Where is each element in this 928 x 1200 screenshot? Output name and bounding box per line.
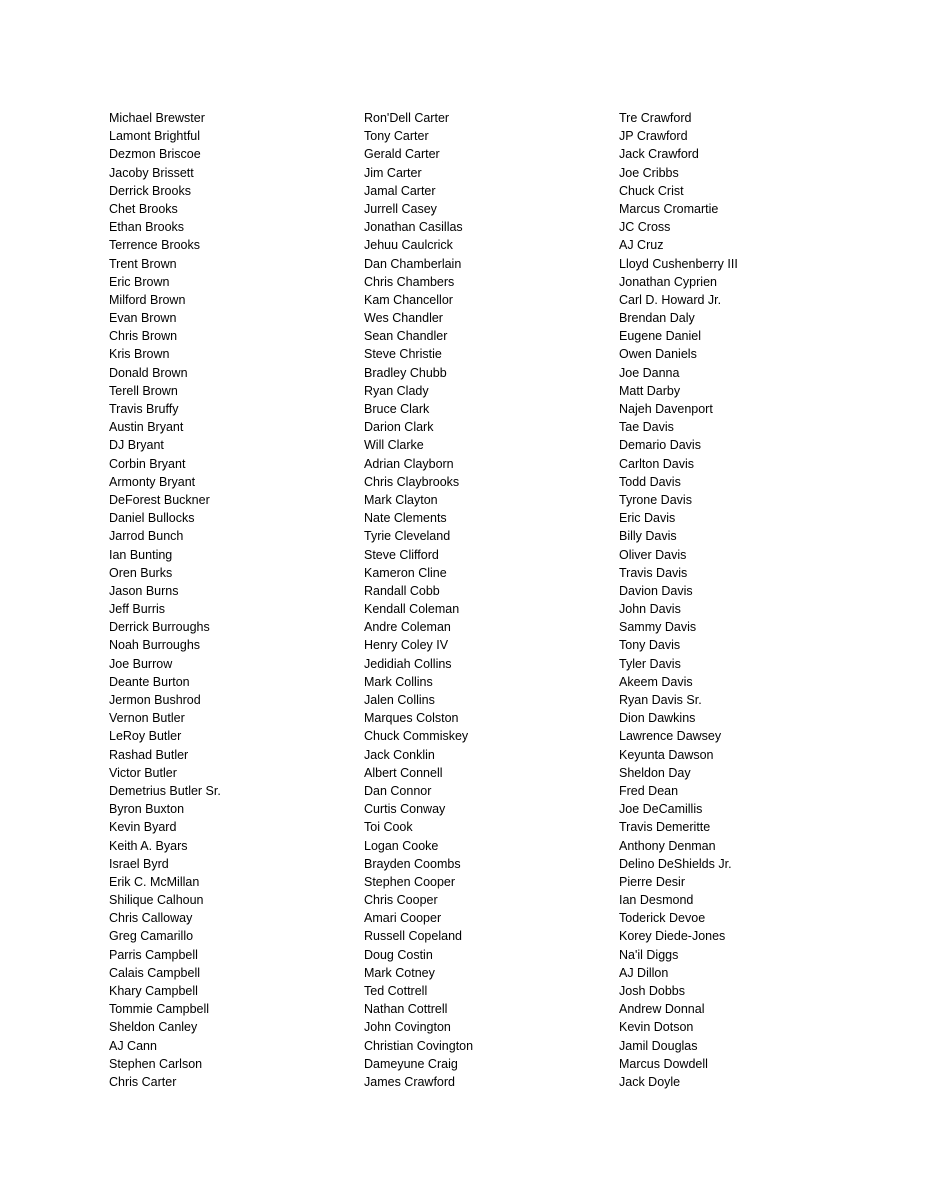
name-entry: Billy Davis — [619, 529, 677, 544]
name-entry: Mark Collins — [364, 674, 433, 689]
name-entry: Stephen Carlson — [109, 1056, 203, 1071]
name-entry: Travis Demeritte — [619, 820, 711, 835]
name-entry: Andre Coleman — [364, 620, 451, 635]
name-entry: Demario Davis — [619, 438, 701, 453]
name-entry: Parris Campbell — [109, 947, 198, 962]
name-entry: Jamal Carter — [364, 183, 436, 198]
name-entry: Jack Conklin — [364, 747, 435, 762]
name-entry: Davion Davis — [619, 583, 693, 598]
name-entry: Russell Copeland — [364, 929, 462, 944]
name-entry: Andrew Donnal — [619, 1002, 705, 1017]
name-entry: Khary Campbell — [109, 984, 198, 998]
name-entry: Randall Cobb — [364, 583, 440, 598]
name-entry: Najeh Davenport — [619, 402, 713, 416]
name-entry: Armonty Bryant — [109, 474, 196, 489]
name-entry: Jack Crawford — [619, 147, 699, 162]
name-entry: Joe Danna — [619, 365, 680, 380]
name-entry: JP Crawford — [619, 129, 688, 144]
name-entry: Jeff Burris — [109, 602, 166, 617]
name-entry: Chris Calloway — [109, 911, 193, 926]
name-entry: Calais Campbell — [109, 965, 201, 980]
name-entry: Jonathan Casillas — [364, 220, 463, 235]
name-entry: Jim Carter — [364, 165, 422, 180]
name-entry: Christian Covington — [364, 1038, 474, 1053]
name-entry: Owen Daniels — [619, 347, 697, 362]
name-entry: Vernon Butler — [109, 711, 185, 726]
name-entry: DeForest Buckner — [109, 492, 210, 507]
name-entry: Ted Cottrell — [364, 984, 428, 998]
name-entry: Chris Cooper — [364, 893, 438, 908]
name-entry: Marcus Dowdell — [619, 1056, 708, 1071]
name-entry: AJ Dillon — [619, 965, 669, 980]
name-entry: Demetrius Butler Sr. — [109, 783, 221, 798]
name-entry: Bruce Clark — [364, 402, 430, 416]
name-entry: Tommie Campbell — [109, 1002, 210, 1017]
name-entry: Travis Bruffy — [109, 402, 179, 416]
name-entry: Nate Clements — [364, 511, 447, 526]
name-entry: Albert Connell — [364, 765, 443, 780]
name-entry: Lawrence Dawsey — [619, 729, 722, 744]
name-entry: Jacoby Brissett — [109, 165, 194, 180]
name-entry: Doug Costin — [364, 947, 433, 962]
name-entry: Chris Claybrooks — [364, 474, 460, 489]
name-entry: Pierre Desir — [619, 874, 685, 889]
name-entry: Toi Cook — [364, 820, 413, 835]
name-entry: Darion Clark — [364, 420, 434, 435]
name-entry: Josh Dobbs — [619, 984, 686, 998]
name-entry: Oren Burks — [109, 565, 173, 580]
name-entry: Jamil Douglas — [619, 1038, 698, 1053]
name-entry: Shilique Calhoun — [109, 893, 204, 908]
name-entry: Amari Cooper — [364, 911, 442, 926]
name-entry: Jack Doyle — [619, 1074, 681, 1089]
name-entry: Jarrod Bunch — [109, 529, 184, 544]
name-entry: Keith A. Byars — [109, 838, 188, 853]
name-entry: Jonathan Cyprien — [619, 274, 717, 289]
name-entry: Dameyune Craig — [364, 1056, 458, 1071]
name-entry: Carlton Davis — [619, 456, 695, 471]
name-entry: Kendall Coleman — [364, 602, 460, 617]
name-entry: Tony Davis — [619, 638, 681, 653]
name-entry: Sammy Davis — [619, 620, 697, 635]
name-entry: Kam Chancellor — [364, 292, 453, 307]
name-entry: Stephen Cooper — [364, 874, 456, 889]
name-entry: Carl D. Howard Jr. — [619, 292, 722, 307]
name-column-1 — [109, 109, 349, 1091]
name-entry: Matt Darby — [619, 383, 681, 398]
name-entry: Adrian Clayborn — [364, 456, 454, 471]
name-entry: Wes Chandler — [364, 311, 443, 326]
name-entry: DJ Bryant — [109, 438, 164, 453]
name-entry: Will Clarke — [364, 438, 424, 453]
name-entry: Byron Buxton — [109, 802, 185, 817]
name-entry: Tyrone Davis — [619, 492, 692, 507]
name-entry: Dan Connor — [364, 783, 432, 798]
name-entry: Chris Brown — [109, 329, 178, 344]
name-entry: Ian Bunting — [109, 547, 173, 562]
name-entry: Kris Brown — [109, 347, 170, 362]
name-entry: Sheldon Canley — [109, 1020, 198, 1035]
name-entry: Mark Cotney — [364, 965, 435, 980]
name-entry: Gerald Carter — [364, 147, 440, 162]
name-entry: Daniel Bullocks — [109, 511, 195, 526]
name-entry: JC Cross — [619, 220, 671, 235]
name-entry: Noah Burroughs — [109, 638, 201, 653]
name-entry: Chuck Commiskey — [364, 729, 469, 744]
name-entry: Israel Byrd — [109, 856, 169, 871]
name-entry: Toderick Devoe — [619, 911, 706, 926]
name-entry: Lamont Brightful — [109, 129, 201, 144]
name-entry: Tae Davis — [619, 420, 674, 435]
name-entry: Keyunta Dawson — [619, 747, 714, 762]
name-entry: Dion Dawkins — [619, 711, 696, 726]
name-entry: Marques Colston — [364, 711, 459, 726]
name-entry: Todd Davis — [619, 474, 681, 489]
name-entry: Joe Burrow — [109, 656, 173, 671]
name-entry: Jermon Bushrod — [109, 693, 201, 707]
name-entry: John Covington — [364, 1020, 451, 1035]
name-entry: Jehuu Caulcrick — [364, 238, 453, 253]
name-entry: Dezmon Briscoe — [109, 147, 201, 162]
name-entry: Ryan Clady — [364, 383, 429, 398]
name-entry: Fred Dean — [619, 783, 679, 798]
name-entry: Travis Davis — [619, 565, 688, 580]
name-entry: Steve Christie — [364, 347, 442, 362]
name-entry: Korey Diede-Jones — [619, 929, 726, 944]
name-entry: Eric Davis — [619, 511, 676, 526]
name-entry: Brayden Coombs — [364, 856, 461, 871]
name-entry: Evan Brown — [109, 311, 177, 326]
name-entry: Jedidiah Collins — [364, 656, 452, 671]
name-entry: Deante Burton — [109, 674, 190, 689]
name-entry: Joe DeCamillis — [619, 802, 703, 817]
name-entry: Brendan Daly — [619, 311, 695, 326]
name-entry: Akeem Davis — [619, 674, 693, 689]
name-entry: Tony Carter — [364, 129, 429, 144]
name-entry: LeRoy Butler — [109, 729, 182, 744]
name-entry: Jalen Collins — [364, 693, 435, 707]
name-entry: Corbin Bryant — [109, 456, 186, 471]
name-entry: Greg Camarillo — [109, 929, 194, 944]
name-entry: John Davis — [619, 602, 681, 617]
name-entry: Austin Bryant — [109, 420, 184, 435]
name-entry: Derrick Brooks — [109, 183, 191, 198]
name-entry: Tyler Davis — [619, 656, 681, 671]
name-entry: Derrick Burroughs — [109, 620, 210, 635]
name-entry: Bradley Chubb — [364, 365, 447, 380]
name-entry: Rashad Butler — [109, 747, 189, 762]
name-entry: Joe Cribbs — [619, 165, 679, 180]
name-entry: Ethan Brooks — [109, 220, 185, 235]
name-entry: Eric Brown — [109, 274, 170, 289]
name-entry: Donald Brown — [109, 365, 188, 380]
name-entry: Delino DeShields Jr. — [619, 856, 732, 871]
name-entry: Michael Brewster — [109, 111, 205, 125]
name-entry: Tre Crawford — [619, 111, 692, 125]
name-entry: Anthony Denman — [619, 838, 716, 853]
name-entry: Ian Desmond — [619, 893, 694, 908]
name-entry: Logan Cooke — [364, 838, 439, 853]
name-entry: Na'il Diggs — [619, 947, 679, 962]
name-entry: Steve Clifford — [364, 547, 439, 562]
name-entry: Jason Burns — [109, 583, 179, 598]
name-entry: AJ Cruz — [619, 238, 664, 253]
name-entry: Henry Coley IV — [364, 638, 449, 653]
name-entry: Ron'Dell Carter — [364, 111, 450, 125]
name-entry: Chris Carter — [109, 1074, 177, 1089]
name-column-2 — [364, 109, 604, 1091]
name-entry: James Crawford — [364, 1074, 455, 1089]
name-entry: Ryan Davis Sr. — [619, 693, 702, 707]
name-entry: AJ Cann — [109, 1038, 157, 1053]
name-entry: Chuck Crist — [619, 183, 684, 198]
name-entry: Kevin Dotson — [619, 1020, 694, 1035]
name-entry: Trent Brown — [109, 256, 177, 271]
name-entry: Nathan Cottrell — [364, 1002, 448, 1017]
name-entry: Jurrell Casey — [364, 201, 437, 216]
name-entry: Milford Brown — [109, 292, 186, 307]
name-entry: Lloyd Cushenberry III — [619, 256, 738, 271]
name-entry: Terell Brown — [109, 383, 178, 398]
name-entry: Oliver Davis — [619, 547, 687, 562]
name-entry: Kevin Byard — [109, 820, 177, 835]
name-column-3 — [619, 109, 879, 1091]
name-entry: Tyrie Cleveland — [364, 529, 451, 544]
name-entry: Curtis Conway — [364, 802, 446, 817]
name-entry: Mark Clayton — [364, 492, 438, 507]
name-entry: Erik C. McMillan — [109, 874, 200, 889]
name-entry: Sean Chandler — [364, 329, 448, 344]
name-entry: Chris Chambers — [364, 274, 455, 289]
name-entry: Eugene Daniel — [619, 329, 702, 344]
name-entry: Kameron Cline — [364, 565, 447, 580]
name-entry: Terrence Brooks — [109, 238, 201, 253]
name-entry: Chet Brooks — [109, 201, 178, 216]
name-entry: Marcus Cromartie — [619, 201, 719, 216]
name-entry: Victor Butler — [109, 765, 177, 780]
name-entry: Dan Chamberlain — [364, 256, 462, 271]
name-entry: Sheldon Day — [619, 765, 691, 780]
